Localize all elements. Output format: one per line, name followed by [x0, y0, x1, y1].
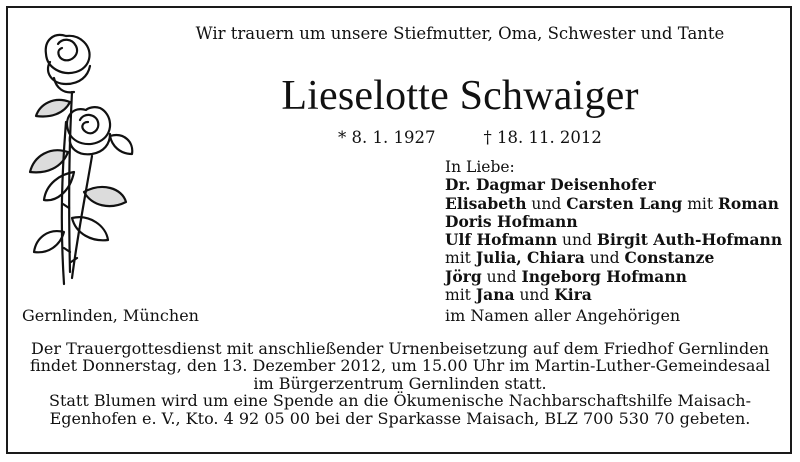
mourner-connector: und [481, 267, 522, 286]
service-line: findet Donnerstag, den 13. Dezember 2012, um 15.00 Uhr im Martin-Luther-Gemeindesaal [29, 356, 771, 376]
mourner-name: Constanze [624, 248, 715, 268]
mourner-name: Roman [718, 193, 779, 213]
mourner-connector: und [557, 231, 597, 250]
mourner-connector: mit [445, 286, 476, 305]
place-text: Gernlinden, München [22, 306, 199, 325]
mourner-name: Ulf Hofmann [445, 230, 558, 250]
life-dates [338, 128, 602, 147]
mourner-name: Birgit Auth-Hofmann [596, 230, 783, 250]
mourner-name: Elisabeth [445, 193, 527, 213]
mourner-connector: und [514, 286, 555, 305]
mourner-connector: und [584, 249, 625, 268]
mourner-connector: und [526, 194, 567, 213]
death-date: † 18. 11. 2012 [483, 128, 602, 147]
service-line: Der Trauergottesdienst mit anschließender Urnenbeisetzung auf dem Friedhof Gernlinden [31, 339, 769, 358]
mourner-name: Dr. Dagmar Deisenhofer [445, 175, 656, 195]
mourner-name: Julia, Chiara [475, 248, 585, 268]
mourner-name: Carsten Lang [566, 193, 683, 213]
mourners-heading: In Liebe: [445, 158, 515, 176]
service-information [0, 340, 800, 427]
mourners-list [445, 158, 782, 304]
mourner-line [445, 268, 782, 286]
mourner-name: Jana [475, 285, 515, 305]
service-line: Egenhofen e. V., Kto. 4 92 05 00 bei der Sparkasse Maisach, BLZ 700 530 70 gebeten. [49, 408, 751, 428]
mourner-name: Jörg [445, 266, 482, 286]
mourner-line [445, 195, 782, 213]
mourner-name: Kira [554, 285, 592, 305]
mourner-name: Ingeborg Hofmann [521, 266, 687, 286]
mourner-connector: mit [445, 249, 476, 268]
mourner-line [445, 176, 782, 194]
mourners-closing: im Namen aller Angehörigen [445, 306, 681, 325]
mourner-line [445, 231, 782, 249]
mourner-line [445, 249, 782, 267]
mourner-line [445, 286, 782, 304]
mourner-line [445, 213, 782, 231]
service-line: Statt Blumen wird um eine Spende an die Ökumenische Nachbarschaftshilfe Maisach- [49, 391, 751, 411]
birth-date: * 8. 1. 1927 [338, 128, 436, 147]
intro-text: Wir trauern um unsere Stiefmutter, Oma, Schwester und Tante [195, 24, 725, 43]
mourner-name: Doris Hofmann [445, 211, 578, 231]
service-line: im Bürgerzentrum Gernlinden statt. [253, 373, 547, 393]
mourner-connector: mit [682, 194, 719, 213]
rose-illustration [14, 22, 144, 302]
deceased-name: Lieselotte Schwaiger [281, 73, 639, 119]
